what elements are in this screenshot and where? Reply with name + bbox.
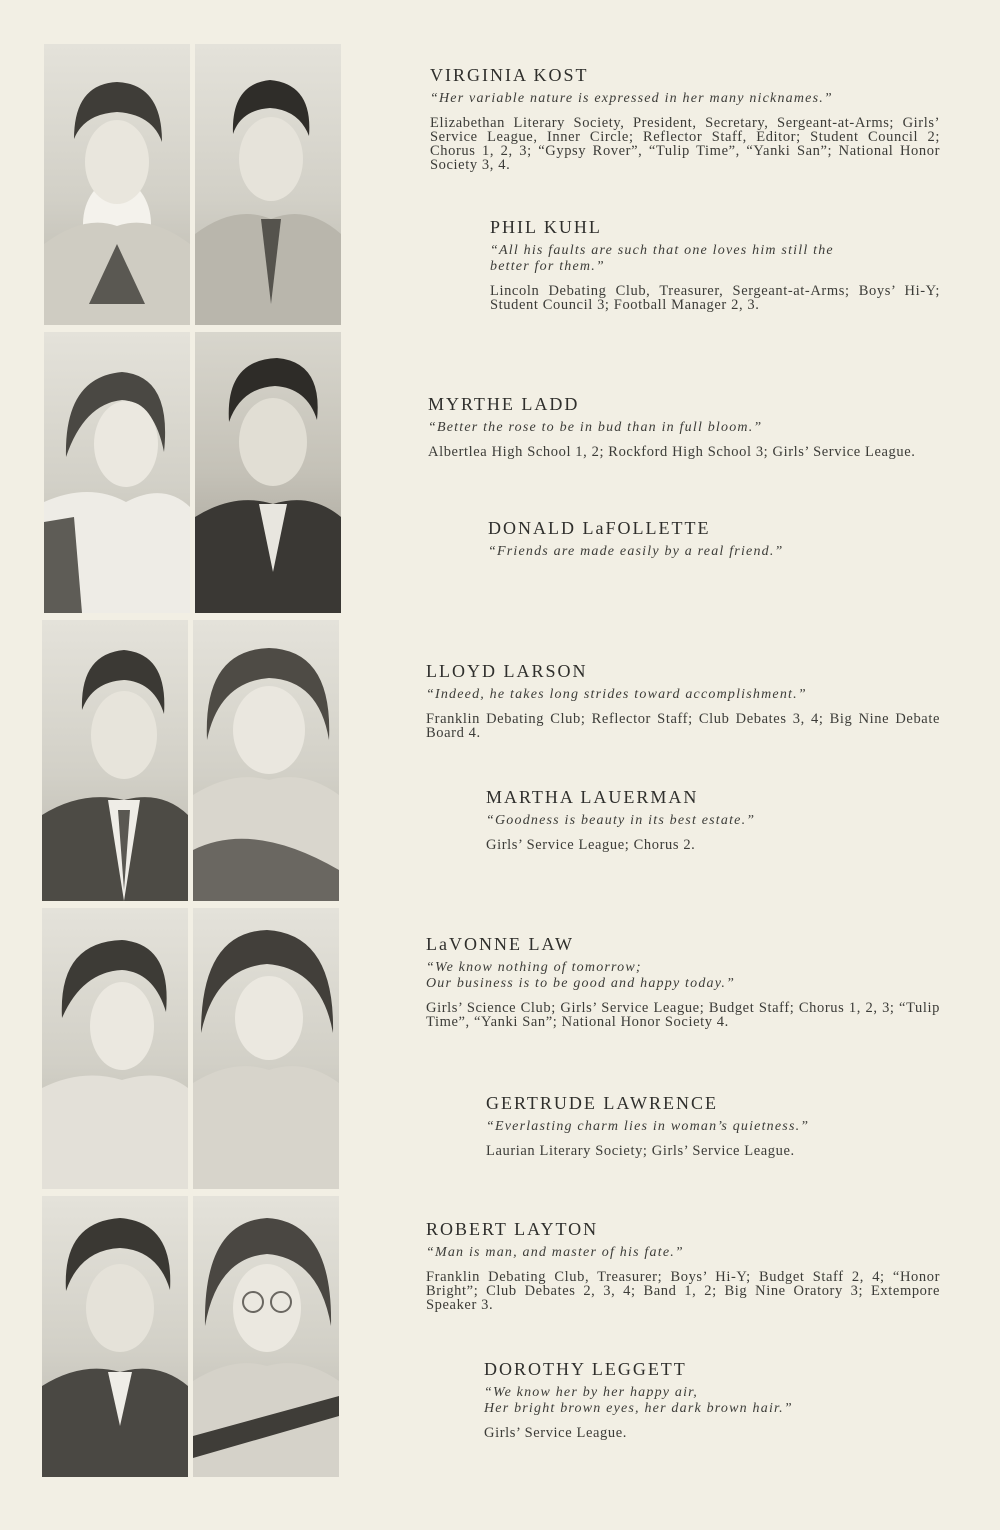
portrait-photo <box>44 44 190 325</box>
student-quote: “Man is man, and master of his fate.” <box>426 1245 684 1260</box>
student-activities: Laurian Literary Society; Girls’ Service League. <box>486 1143 795 1159</box>
portrait-photo <box>44 332 190 613</box>
portrait-column <box>42 44 342 1480</box>
portrait-photo <box>42 908 188 1189</box>
portrait-photo <box>195 332 341 613</box>
student-quote: “Goodness is beauty in its best estate.” <box>486 813 756 828</box>
portrait-photo <box>193 908 339 1189</box>
student-quote: “Indeed, he takes long strides toward accomplishment.” <box>426 687 807 702</box>
senior-entry <box>426 660 940 740</box>
student-quote: “All his faults are such that one loves him still the better for them.” <box>490 243 834 274</box>
portrait-photo <box>193 620 339 901</box>
student-activities: Elizabethan Literary Society, President, Secretary, Sergeant-at-Arms; Girls’ Service League, Inner Circle; Reflector Staff, Editor; Student Council 2; Chorus 1, 2, 3; “Gypsy Rover”, “Tulip Time”, “Yanki San”; National Honor Society 3, 4. <box>430 115 940 173</box>
senior-entry <box>484 1358 940 1440</box>
student-name: VIRGINIA KOST <box>430 65 589 85</box>
student-activities: Albertlea High School 1, 2; Rockford High School 3; Girls’ Service League. <box>428 444 916 460</box>
senior-entry <box>486 786 940 852</box>
senior-entry <box>428 393 940 459</box>
student-quote: “We know her by her happy air, Her bright brown eyes, her dark brown hair.” <box>484 1385 793 1416</box>
student-name: LLOYD LARSON <box>426 661 588 681</box>
student-name: MARTHA LAUERMAN <box>486 787 699 807</box>
student-name: ROBERT LAYTON <box>426 1219 599 1239</box>
senior-entry <box>426 1218 940 1312</box>
senior-entry <box>426 933 940 1029</box>
student-quote: “Everlasting charm lies in woman’s quietness.” <box>486 1119 810 1134</box>
senior-entry <box>430 64 940 172</box>
student-name: LaVONNE LAW <box>426 934 575 954</box>
portrait-photo <box>195 44 341 325</box>
student-name: MYRTHE LADD <box>428 394 580 414</box>
student-activities: Lincoln Debating Club, Treasurer, Sergeant-at-Arms; Boys’ Hi-Y; Student Council 3; Football Manager 2, 3. <box>490 283 940 313</box>
senior-entry <box>486 1092 940 1158</box>
student-name: GERTRUDE LAWRENCE <box>486 1093 718 1113</box>
student-name: DONALD LaFOLLETTE <box>488 518 711 538</box>
senior-entry <box>490 216 940 312</box>
portrait-photo <box>42 1196 188 1477</box>
student-activities: Girls’ Service League; Chorus 2. <box>486 837 696 853</box>
student-quote: “We know nothing of tomorrow; Our business is to be good and happy today.” <box>426 960 736 991</box>
student-activities: Franklin Debating Club; Reflector Staff; Club Debates 3, 4; Big Nine Debate Board 4. <box>426 711 940 741</box>
senior-entry <box>488 517 940 560</box>
student-activities: Girls’ Science Club; Girls’ Service League; Budget Staff; Chorus 1, 2, 3; “Tulip Time”, “Yanki San”; National Honor Society 4. <box>426 1000 940 1030</box>
student-activities: Franklin Debating Club, Treasurer; Boys’ Hi-Y; Budget Staff 2, 4; “Honor Bright”; Club Debates 2, 3, 4; Band 1, 2; Big Nine Oratory 3; Extempore Speaker 3. <box>426 1269 940 1313</box>
student-quote: “Better the rose to be in bud than in full bloom.” <box>428 420 763 435</box>
student-name: PHIL KUHL <box>490 217 602 237</box>
portrait-photo <box>193 1196 339 1477</box>
portrait-photo <box>42 620 188 901</box>
student-quote: “Her variable nature is expressed in her many nicknames.” <box>430 91 833 106</box>
student-quote: “Friends are made easily by a real friend.” <box>488 544 784 559</box>
student-name: DOROTHY LEGGETT <box>484 1359 687 1379</box>
student-activities: Girls’ Service League. <box>484 1425 627 1441</box>
